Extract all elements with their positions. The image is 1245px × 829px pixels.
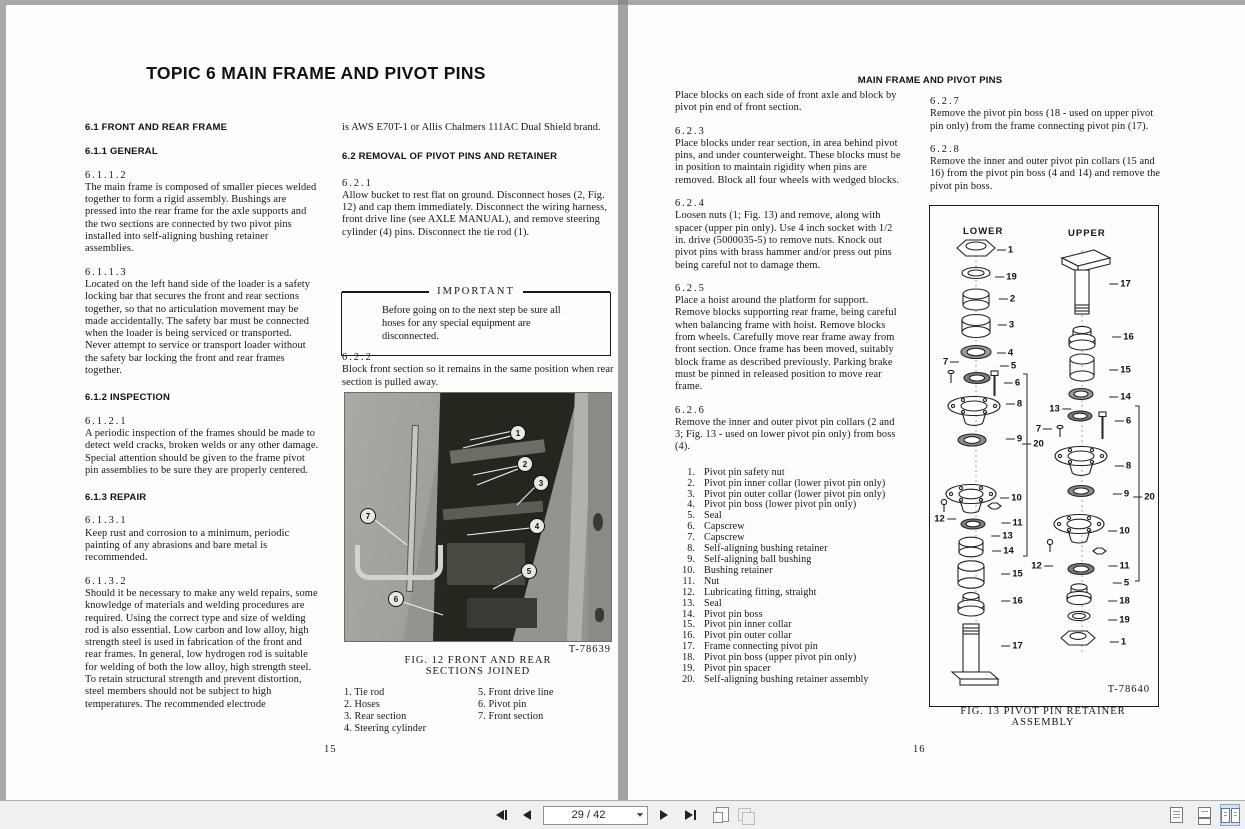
parts-list-item: 5. Seal [687,510,722,522]
left-column-2 [342,122,616,239]
page-15 [6,5,618,800]
last-page-icon [685,810,693,820]
last-page-button[interactable] [680,805,700,825]
bottom-toolbar [0,800,1245,829]
diagram-callout-number: 19 [1108,615,1130,626]
diagram-callout-number: 16 [1001,596,1023,607]
first-page-bar [505,810,507,820]
diagram-callout-number: 16 [1112,332,1134,343]
diagram-callout-number: 8 [1115,461,1131,472]
paragraph-6-1-1-3: Located on the left hand side of the loader is a safety locking bar that secures the front and rear sections together, so that no articulation movement may be made accidentally. The safety bar must be connected when the loader is being serviced or transported. Never attempt to service or transport loader without the safety bar locking the front and rear frames together. [85,278,311,377]
parts-list-item: 1. Pivot pin safety nut [687,466,785,478]
parts-list-item: 15. Pivot pin inner collar [682,619,792,631]
section-number: 6.2.1 [342,177,373,189]
running-header: MAIN FRAME AND PIVOT PINS [857,75,1003,86]
photo-callout-number: 7 [360,508,376,524]
section-number: 6.1.2.1 [85,415,128,427]
paragraph-6-2-2: Block front section so it remains in the same position when rear section is pulled away. [342,364,614,388]
legend-item: 5. Front drive line [478,687,554,698]
diagram-callout-number: 6 [1004,378,1020,389]
legend-item: 1. Tie rod [344,687,385,698]
single-page-view-button[interactable] [1166,804,1186,826]
section-number: 6.2.4 [675,198,706,210]
fig13-parts-list [675,468,905,686]
diagram-callout-number: 7 [943,357,959,368]
paragraph-6-1-3-1: Keep rust and corrosion to a minimum, periodic painting of any abrasions and bare metal is recommended. [85,527,290,564]
heading-6-1-3: 6.1.3 REPAIR [85,492,147,504]
page-divider-top [618,0,628,5]
fig12-leader-lines [345,393,611,641]
fig13-diagram [929,205,1159,707]
diagram-callout-number: 9 [1006,434,1022,445]
fig13-label-lower: LOWER [963,226,1004,237]
section-number: 6.2.3 [675,125,706,137]
facing-pages-view-button[interactable] [1220,804,1240,826]
continuous-view-icon [1198,807,1209,823]
rule-left [342,291,429,292]
page-navigation [0,801,1245,829]
diagram-callout-number: 20 [1133,492,1155,503]
first-page-icon [496,810,504,820]
heading-6-1: 6.1 FRONT AND REAR FRAME [85,122,228,133]
parts-list-item: 7. Capscrew [687,532,745,544]
page-number-right: 16 [913,744,926,755]
paragraph-6-2-6: Remove the inner and outer pivot pin collars (2 and 3; Fig. 13 - used on lower pivot pin only) from boss (4). [675,416,896,453]
fig12-caption-line2: SECTIONS JOINED [425,666,531,677]
section-number: 6.2.7 [930,96,961,107]
parts-list-item: 9. Self-aligning ball bushing [687,553,812,565]
diagram-callout-number: 14 [1109,392,1131,403]
diagram-callout-number: 1 [1110,637,1126,648]
photo-callout-number: 5 [521,563,537,579]
section-number: 6.1.1.2 [85,169,128,181]
diagram-callout-number: 19 [995,272,1017,283]
right-column-2 [930,96,1162,193]
parts-list-item: 10. Bushing retainer [682,564,773,576]
diagram-callout-number: 5 [1000,361,1016,372]
previous-view-icon-overlay [713,812,723,823]
next-page-button[interactable] [654,805,674,825]
parts-list-item: 4. Pivot pin boss (lower pivot pin only) [687,499,857,511]
next-view-button[interactable] [736,806,754,824]
fig13-photo-ref: T-78640 [1107,684,1150,695]
rule-right [523,291,610,292]
fig12-legend-col2 [478,687,618,723]
section-number: 6.2.8 [930,143,961,155]
diagram-callout-number: 1 [997,245,1013,256]
paragraph-continuation: Place blocks on each side of front axle and block by pivot pin end of front section. [675,90,897,114]
parts-list-item: 16. Pivot pin outer collar [682,630,792,642]
diagram-callout-number: 13 [991,531,1013,542]
parts-list-item: 3. Pivot pin outer collar (lower pivot pin only) [687,488,886,500]
diagram-callout-number: 11 [1108,561,1129,572]
diagram-callout-number: 10 [1000,493,1022,504]
next-page-icon [660,810,668,820]
fig12-photo-ref: T-78639 [568,644,611,655]
diagram-callout-number: 13 [1049,404,1071,415]
diagram-callout-number: 3 [998,320,1014,331]
diagram-callout-number: 17 [1109,279,1131,290]
parts-list-item: 6. Capscrew [687,521,745,533]
important-text: Before going on to the next step be sure all hoses for any special equipment are disconnected. [382,305,561,342]
previous-page-button[interactable] [517,805,537,825]
section-number: 6.1.3.2 [85,575,128,587]
facing-pages-icon [1221,808,1240,823]
photo-callout-number: 4 [529,518,545,534]
page-indicator-value: 29 / 42 [571,809,606,821]
previous-page-icon [523,810,531,820]
page-divider [618,5,628,800]
paragraph-6-2-5: Place a hoist around the platform for support. Remove blocks supporting rear frame, being careful when balancing frame with hoist. Remove blocks from wheels. Carefully move rear frame away from front section. Once frame has been moved, suitably block frame as described previously. Parking brake must be pinned in released position to move rear frame. [675,295,897,393]
photo-callout-number: 6 [388,591,404,607]
photo-callout-number: 3 [533,475,549,491]
parts-list-item: 19. Pivot pin spacer [682,663,771,675]
diagram-callout-number: 4 [997,348,1013,359]
left-column-1 [85,122,319,711]
parts-list-item: 17. Frame connecting pivot pin [682,641,818,653]
legend-item: 6. Pivot pin [478,699,527,710]
legend-item: 4. Steering cylinder [344,723,427,734]
left-column-2b [342,352,616,389]
view-mode-controls [1166,804,1240,826]
section-number: 6.1.3.1 [85,515,128,527]
chevron-down-icon [637,813,643,817]
page-number-left: 15 [324,744,337,755]
diagram-callout-number: 15 [1109,365,1131,376]
paragraph-6-2-4: Loosen nuts (1; Fig. 13) and remove, along with spacer (upper pin only). Use 4 inch socket with 1/2 in. drive (5000035-5) to remove nuts. Knock out pivot pins with brass hammer and/or press out pins being careful not to damage them. [675,210,893,271]
diagram-callout-number: 2 [999,294,1015,305]
heading-6-1-1: 6.1.1 GENERAL [85,146,158,158]
page-title: TOPIC 6 MAIN FRAME AND PIVOT PINS [146,63,486,83]
continuous-view-button[interactable] [1193,804,1213,826]
diagram-callout-number: 17 [1001,641,1023,652]
heading-6-1-2: 6.1.2 INSPECTION [85,392,171,404]
fig12-legend-col1 [344,687,474,735]
diagram-callout-number: 15 [1001,569,1023,580]
parts-list-item: 11. Nut [682,575,720,587]
section-number: 6.2.6 [675,404,706,416]
section-number: 6.1.1.3 [85,266,128,278]
diagram-callout-number: 14 [992,546,1014,557]
next-view-icon-overlay [742,812,755,825]
paragraph-6-1-2-1: A periodic inspection of the frames should be made to detect weld cracks, broken welds or any other damage. Special attention should be given to the frame pivot pin assemblies to be sure they are properly centered. [85,427,319,476]
parts-list-item: 18. Pivot pin boss (upper pivot pin only) [682,652,857,664]
parts-list-item: 12. Lubricating fitting, straight [682,586,817,598]
paragraph-6-1-1-2: The main frame is composed of smaller pieces welded together to form a rigid assembly. Bushings are pressed into the rear frame for the axle supports and the two sections are connected by two pivot pins installed into self-aligning bushing retainer assemblies. [85,181,317,255]
fig13-label-upper: UPPER [1068,228,1106,239]
diagram-callout-number: 18 [1108,596,1130,607]
fig12-caption-line1: FIG. 12 FRONT AND REAR [404,655,552,666]
diagram-callout-number: 10 [1108,526,1130,537]
important-notice-box [341,285,611,356]
diagram-callout-number: 5 [1113,578,1129,589]
diagram-callout-number: 9 [1113,489,1129,500]
paragraph-6-1-3-2: Should it be necessary to make any weld repairs, some knowledge of materials and welding procedures are required. Using the correct type and size of welding rod is also essential. Low carbon and low alloy, high strength steel is used in fabrication of the front and rear frames. In general, low hydrogen rod is suitable for welding of both the low alloy, high strength steel. To retain structural strength and prevent distortion, steel members should not be subject to high temperatures. The recommended electrode [85,587,318,710]
paragraph-continuation: is AWS E70T-1 or Allis Chalmers 111AC Dual Shield brand. [342,122,601,133]
page-indicator-combobox[interactable] [543,806,648,825]
diagram-callout-number: 11 [1001,518,1022,529]
diagram-callout-number: 8 [1006,399,1022,410]
diagram-callout-number: 7 [1036,424,1052,435]
parts-list-item: 20. Self-aligning bushing retainer assembly [682,673,869,685]
legend-item: 2. Hoses [344,699,380,710]
previous-view-button[interactable] [712,806,730,824]
photo-callout-number: 1 [510,425,526,441]
important-label: IMPORTANT [437,285,515,297]
right-column-1 [675,90,905,686]
paragraph-6-2-3: Place blocks under rear section, in area behind pivot pins, and under counterweight. These blocks must be in position to maintain rigidity when pins are removed. Block all four wheels with wedged blocks. [675,137,901,186]
photo-callout-number: 2 [517,456,533,472]
last-page-bar [694,810,696,820]
parts-list-item: 8. Self-aligning bushing retainer [687,543,828,555]
diagram-callout-number: 6 [1115,416,1131,427]
page-dropdown[interactable] [633,807,647,824]
legend-item: 3. Rear section [344,711,407,722]
parts-list-item: 13. Seal [682,597,722,609]
section-number: 6.2.2 [342,352,373,363]
page-16 [628,5,1245,800]
parts-list-item: 14. Pivot pin boss [682,608,763,620]
diagram-callout-number: 12 [934,514,956,525]
legend-item: 7. Front section [478,711,544,722]
fig13-caption: FIG. 13 PIVOT PIN RETAINER ASSEMBLY [960,706,1126,728]
paragraph-6-2-7: Remove the pivot pin boss (18 - used on upper pivot pin only) from the frame connecting pivot pin (17). [930,108,1154,132]
paragraph-6-2-1: Allow bucket to rest flat on ground. Disconnect hoses (2, Fig. 12) and cap them immediately. Disconnect the wiring harness, front drive line (see AXLE MANUAL), and remove steering cylinder (4) pins. Disconnect the tie rod (1). [342,189,608,238]
heading-6-2: 6.2 REMOVAL OF PIVOT PINS AND RETAINER [342,151,558,163]
diagram-callout-number: 20 [1022,439,1044,450]
paragraph-6-2-8: Remove the inner and outer pivot pin collars (15 and 16) from the pivot pin boss (4 and 14) and remove the pivot pin boss. [930,156,1161,192]
diagram-callout-number: 12 [1031,561,1053,572]
single-page-icon [1170,807,1183,823]
parts-list-item: 2. Pivot pin inner collar (lower pivot pin only) [687,477,886,489]
first-page-button[interactable] [491,805,511,825]
section-number: 6.2.5 [675,282,706,294]
fig12-photo [345,393,611,641]
